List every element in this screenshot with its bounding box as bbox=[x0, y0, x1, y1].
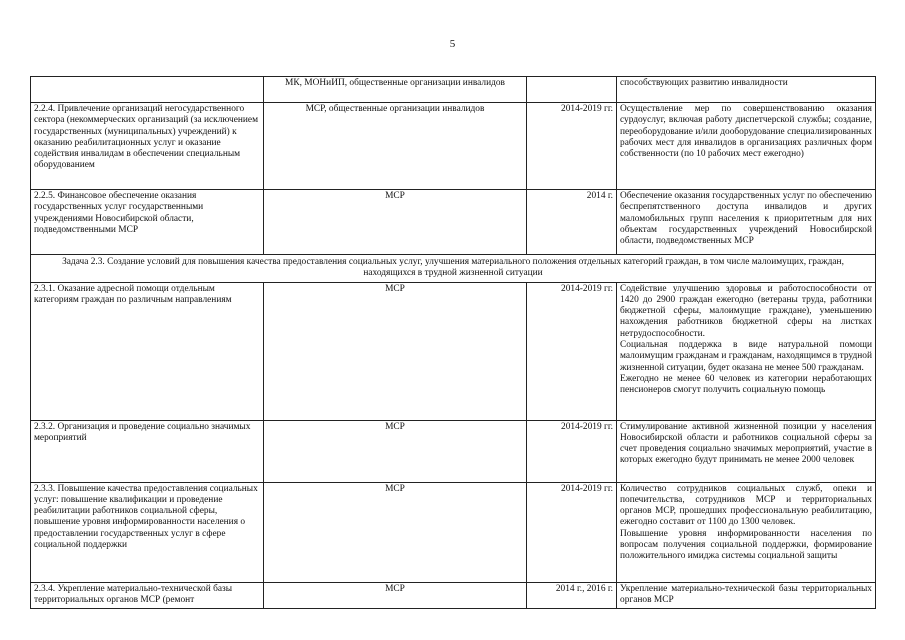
period-cell bbox=[527, 77, 617, 103]
period-cell: 2014-2019 гг. bbox=[527, 482, 617, 582]
result-cell bbox=[617, 77, 876, 103]
table-row bbox=[31, 420, 876, 482]
table-row bbox=[31, 282, 876, 420]
result-paragraph: Укрепление материально-технической базы территориальных органов МСР bbox=[620, 583, 872, 605]
result-paragraph: Социальная поддержка в виде натуральной помощи малоимущим гражданам и гражданам, находящимся в трудной жизненной ситуации, будет оказана не менее 500 гражданам. bbox=[620, 340, 872, 373]
result-paragraph: Содействие улучшению здоровья и работоспособности от 1420 до 2900 граждан ежегодно (ветераны труда, работники бюджетной сферы, малоимущие граждане), уменьшению нахождения работников бюджетной сферы на листках нетрудоспособности. bbox=[620, 283, 872, 339]
task-heading: Задача 2.3. Создание условий для повышения качества предоставления социальных услуг, улучшения материального положения отдельных категорий граждан, в том числе малоимущих, граждан, находящихся в трудной жизненной ситуации bbox=[31, 255, 876, 283]
measure-name-cell bbox=[31, 77, 264, 103]
result-paragraph: Повышение уровня информированности населения по вопросам получения социальной поддержки, формирование положительного имиджа системы социальной защиты bbox=[620, 528, 872, 562]
measure-name-cell: 2.3.3. Повышение качества предоставления социальных услуг: повышение квалификации и проведение реабилитации работников социальной сферы, повышение уровня информированности населения о предоставлении государственных услуг в сфере социальной поддержки bbox=[31, 482, 264, 582]
period-cell: 2014-2019 гг. bbox=[527, 282, 617, 420]
result-cell bbox=[617, 482, 876, 582]
period-cell: 2014-2019 гг. bbox=[527, 420, 617, 482]
period-cell: 2014 г. bbox=[527, 190, 617, 255]
result-cell bbox=[617, 103, 876, 190]
executor-cell: МСР bbox=[264, 282, 527, 420]
result-cell bbox=[617, 582, 876, 608]
result-paragraph: Ежегодно не менее 60 человек из категории неработающих пенсионеров смогут получить социальную помощь bbox=[620, 373, 872, 396]
result-paragraph: способствующих развитию инвалидности bbox=[620, 78, 788, 88]
table-row bbox=[31, 77, 876, 103]
executor-cell: МСР bbox=[264, 190, 527, 255]
task-row bbox=[31, 255, 876, 283]
executor-cell: МСР, общественные организации инвалидов bbox=[264, 103, 527, 190]
result-cell bbox=[617, 282, 876, 420]
result-paragraph: Стимулирование активной жизненной позиции у населения Новосибирской области и работников социальной сферы за счет проведения социально значимых мероприятий, участие в которых ежегодно будут принимать не менее 2000 человек bbox=[620, 421, 872, 466]
result-paragraph: Осуществление мер по совершенствованию оказания сурдоуслуг, включая работу диспетчерской службы; создание, переоборудование и/или дооборудование специализированных рабочих мест для инвалидов в организациях различных форм собственности (по 10 рабочих мест ежегодно) bbox=[620, 104, 872, 160]
table-row bbox=[31, 103, 876, 190]
executor-cell: МСР bbox=[264, 582, 527, 608]
period-cell: 2014 г., 2016 г. bbox=[527, 582, 617, 608]
executor-cell: МК, МОНиИП, общественные организации инвалидов bbox=[264, 77, 527, 103]
table-row bbox=[31, 582, 876, 608]
measure-name-cell: 2.3.2. Организация и проведение социально значимых мероприятий bbox=[31, 420, 264, 482]
result-paragraph: Количество сотрудников социальных служб, опеки и попечительства, сотрудников МСР и территориальных органов МСР, прошедших профессиональную реабилитацию, ежегодно составит от 1100 до 1300 человек. bbox=[620, 483, 872, 528]
table-row bbox=[31, 482, 876, 582]
table-row bbox=[31, 190, 876, 255]
page-number: 5 bbox=[449, 38, 456, 50]
measure-name-cell: 2.3.4. Укрепление материально-технической базы территориальных органов МСР (ремонт bbox=[31, 582, 264, 608]
measures-table bbox=[30, 76, 876, 609]
period-cell: 2014-2019 гг. bbox=[527, 103, 617, 190]
measure-name-cell: 2.2.4. Привлечение организаций негосударственного сектора (некоммерческих организаций (за исключением государственных (муниципальных) учреждений) к оказанию реабилитационных услуг и оказание содействия инвалидам в обеспечении специальным оборудованием bbox=[31, 103, 264, 190]
result-paragraph: Обеспечение оказания государственных услуг по обеспечению беспрепятственного доступа инвалидов и других маломобильных групп населения к приоритетным для них объектам государственных учреждений Новосибирской области, подведомственных МСР bbox=[620, 191, 872, 247]
measure-name-cell: 2.3.1. Оказание адресной помощи отдельным категориям граждан по различным направлениям bbox=[31, 282, 264, 420]
executor-cell: МСР bbox=[264, 482, 527, 582]
result-cell bbox=[617, 190, 876, 255]
executor-cell: МСР bbox=[264, 420, 527, 482]
measure-name-cell: 2.2.5. Финансовое обеспечение оказания государственных услуг государственными учреждениями Новосибирской области, подведомственными МСР bbox=[31, 190, 264, 255]
result-cell bbox=[617, 420, 876, 482]
